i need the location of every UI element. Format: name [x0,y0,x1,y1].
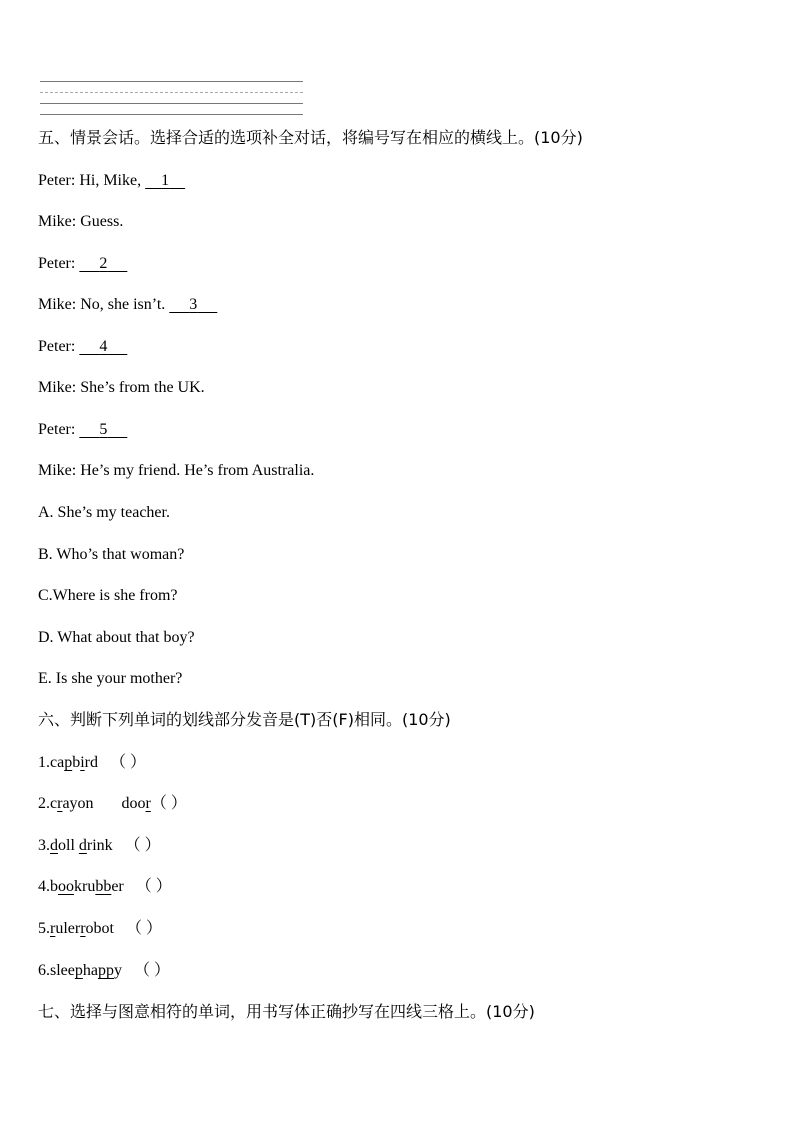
section6-heading: 六、判断下列单词的划线部分发音是(T)否(F)相同。(10分) [38,710,451,729]
dialogue-line-3: Peter: 2 [38,254,127,274]
dialogue-line-2: Mike: Guess. [38,213,124,230]
pronunciation-item-3: 3.doll drink （ ） [38,837,161,854]
answer-paren-6[interactable]: （ ） [133,962,170,979]
dialogue-line-6: Mike: She’s from the UK. [38,379,205,396]
pronunciation-item-6: 6.sleephappy （ ） [38,962,170,979]
answer-blank-2[interactable]: 2 [99,255,108,272]
dialogue-line-4: Mike: No, she isn’t. 3 [38,295,217,315]
pronunciation-item-4: 4.bookrubber （ ） [38,878,172,895]
answer-paren-5[interactable]: （ ） [125,920,162,937]
option-a: A. She’s my teacher. [38,504,170,521]
answer-paren-1[interactable]: （ ） [109,754,146,771]
four-line-grid [40,81,303,115]
answer-paren-4[interactable]: （ ） [135,878,172,895]
answer-blank-3[interactable]: 3 [189,296,198,313]
pronunciation-item-2: 2.crayon door（ ） [38,795,187,812]
answer-blank-4[interactable]: 4 [99,338,108,355]
pronunciation-item-5: 5.rulerrobot （ ） [38,920,162,937]
answer-paren-2[interactable]: （ ） [150,795,187,812]
section7-heading: 七、选择与图意相符的单词，用书写体正确抄写在四线三格上。(10分) [38,1002,535,1021]
answer-paren-3[interactable]: （ ） [124,837,161,854]
dialogue-line-5: Peter: 4 [38,337,127,357]
dialogue-line-7: Peter: 5 [38,420,127,440]
answer-blank-5[interactable]: 5 [99,421,108,438]
dialogue-line-1: Peter: Hi, Mike, 1 [38,171,185,191]
option-c: C.Where is she from? [38,587,178,604]
pronunciation-item-1: 1.capbird （ ） [38,754,146,771]
option-d: D. What about that boy? [38,629,195,646]
answer-blank-1[interactable]: 1 [161,172,170,189]
dialogue-line-8: Mike: He’s my friend. He’s from Australia. [38,462,315,479]
option-e: E. Is she your mother? [38,670,183,687]
section5-heading: 五、情景会话。选择合适的选项补全对话，将编号写在相应的横线上。(10分) [38,128,583,147]
option-b: B. Who’s that woman? [38,546,185,563]
